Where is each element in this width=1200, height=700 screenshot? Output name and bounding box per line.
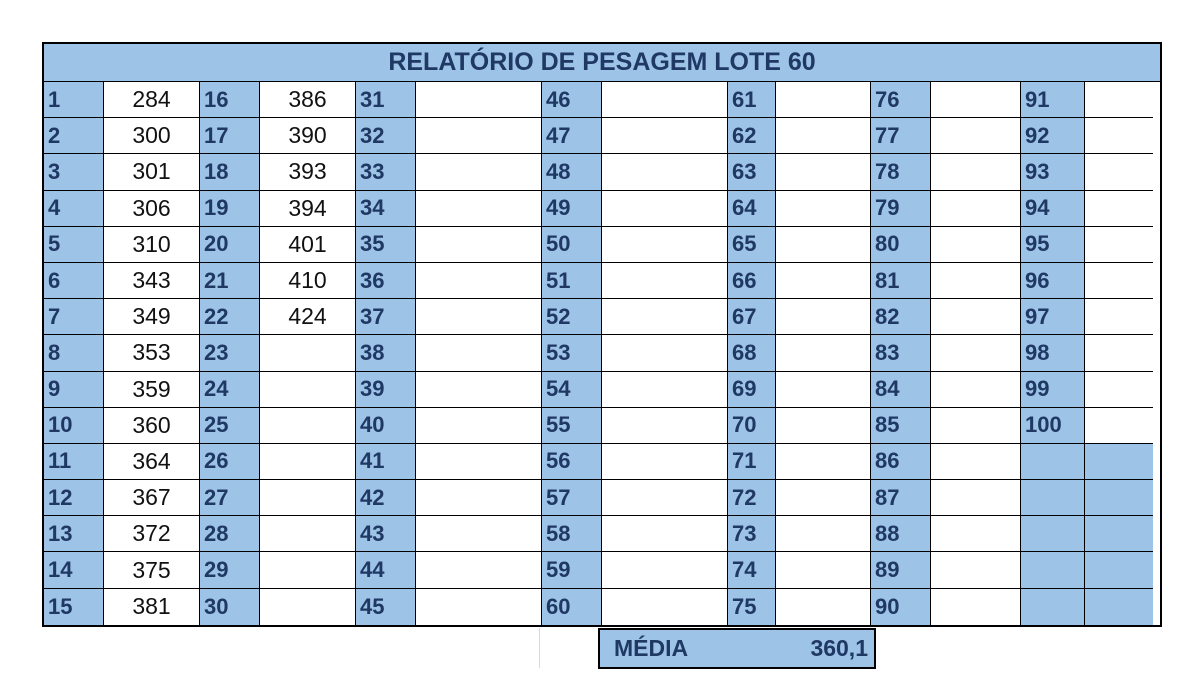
number-column-1 [44,82,104,625]
animal-number-cell: 21 [200,263,260,299]
animal-number-cell: 51 [542,263,602,299]
animal-number-cell: 15 [44,589,104,625]
weight-value-cell [602,589,728,625]
animal-number-cell [1021,480,1085,516]
weight-value-cell [1085,191,1153,227]
weight-value-cell [931,480,1021,516]
weight-value-cell: 386 [260,82,356,118]
animal-number-cell: 79 [871,191,931,227]
weight-value-cell [260,589,356,625]
weight-value-cell [602,480,728,516]
weight-value-cell: 364 [104,444,200,480]
weight-value-cell [931,444,1021,480]
animal-number-cell: 99 [1021,372,1085,408]
weight-value-cell [931,516,1021,552]
animal-number-cell: 67 [728,299,776,335]
animal-number-cell: 66 [728,263,776,299]
weight-value-cell [602,118,728,154]
animal-number-cell: 92 [1021,118,1085,154]
animal-number-cell: 19 [200,191,260,227]
weight-value-cell: 301 [104,154,200,190]
weight-value-cell [602,154,728,190]
average-box [598,628,876,669]
animal-number-cell: 30 [200,589,260,625]
animal-number-cell: 59 [542,552,602,588]
weight-value-cell [260,335,356,371]
weight-value-cell [416,82,542,118]
animal-number-cell: 31 [356,82,416,118]
animal-number-cell: 77 [871,118,931,154]
animal-number-cell: 43 [356,516,416,552]
animal-number-cell [1021,444,1085,480]
weight-value-cell [776,154,871,190]
animal-number-cell [1021,552,1085,588]
weight-value-cell [1085,227,1153,263]
average-label: MÉDIA [614,635,689,661]
animal-number-cell: 29 [200,552,260,588]
report-title: RELATÓRIO DE PESAGEM LOTE 60 [44,44,1160,82]
weight-value-cell [776,372,871,408]
animal-number-cell: 13 [44,516,104,552]
animal-number-cell: 89 [871,552,931,588]
animal-number-cell: 76 [871,82,931,118]
number-column-5 [728,82,776,625]
weight-value-cell [776,335,871,371]
animal-number-cell: 62 [728,118,776,154]
weight-value-cell [931,191,1021,227]
weight-value-cell [416,335,542,371]
weight-value-cell [1085,408,1153,444]
animal-number-cell: 98 [1021,335,1085,371]
animal-number-cell: 90 [871,589,931,625]
weight-value-cell [260,372,356,408]
animal-number-cell: 5 [44,227,104,263]
weight-value-cell [416,118,542,154]
weight-value-cell [602,335,728,371]
weight-value-cell [416,227,542,263]
animal-number-cell: 34 [356,191,416,227]
animal-number-cell: 28 [200,516,260,552]
animal-number-cell: 9 [44,372,104,408]
animal-number-cell: 96 [1021,263,1085,299]
animal-number-cell: 11 [44,444,104,480]
animal-number-cell: 83 [871,335,931,371]
weight-value-cell [931,335,1021,371]
animal-number-cell: 53 [542,335,602,371]
animal-number-cell: 85 [871,408,931,444]
weight-value-cell [416,263,542,299]
weight-value-cell [416,480,542,516]
weight-value-cell: 310 [104,227,200,263]
weight-value-cell: 360 [104,408,200,444]
weight-value-cell [602,227,728,263]
weight-value-cell [931,589,1021,625]
weight-column-6 [931,82,1021,625]
weight-value-cell [260,516,356,552]
weight-value-cell [931,154,1021,190]
weight-value-cell: 393 [260,154,356,190]
weight-value-cell [776,263,871,299]
weight-value-cell: 367 [104,480,200,516]
animal-number-cell: 18 [200,154,260,190]
weight-value-cell [1085,263,1153,299]
weight-value-cell [776,191,871,227]
animal-number-cell: 23 [200,335,260,371]
animal-number-cell: 100 [1021,408,1085,444]
animal-number-cell: 87 [871,480,931,516]
weight-value-cell [416,444,542,480]
weight-value-cell [602,299,728,335]
weight-value-cell [776,227,871,263]
weight-value-cell [602,444,728,480]
weight-value-cell [776,589,871,625]
weight-value-cell [416,589,542,625]
weight-value-cell: 284 [104,82,200,118]
weight-value-cell [776,480,871,516]
weight-value-cell: 381 [104,589,200,625]
animal-number-cell: 94 [1021,191,1085,227]
animal-number-cell: 50 [542,227,602,263]
weight-value-cell [776,552,871,588]
weight-value-cell [931,227,1021,263]
animal-number-cell: 60 [542,589,602,625]
weight-value-cell: 375 [104,552,200,588]
animal-number-cell: 97 [1021,299,1085,335]
animal-number-cell: 44 [356,552,416,588]
animal-number-cell: 68 [728,335,776,371]
weight-value-cell: 394 [260,191,356,227]
weight-value-cell [931,118,1021,154]
animal-number-cell: 52 [542,299,602,335]
animal-number-cell: 37 [356,299,416,335]
animal-number-cell: 61 [728,82,776,118]
animal-number-cell: 22 [200,299,260,335]
animal-number-cell: 58 [542,516,602,552]
animal-number-cell: 57 [542,480,602,516]
weight-value-cell [260,480,356,516]
number-column-2 [200,82,260,625]
weight-value-cell [260,408,356,444]
weight-value-cell [260,552,356,588]
animal-number-cell: 24 [200,372,260,408]
weight-column-4 [602,82,728,625]
animal-number-cell: 63 [728,154,776,190]
weighing-grid [44,82,1160,625]
animal-number-cell: 41 [356,444,416,480]
animal-number-cell: 69 [728,372,776,408]
animal-number-cell: 39 [356,372,416,408]
weight-value-cell [602,516,728,552]
weight-value-cell [1085,589,1153,625]
weight-value-cell: 372 [104,516,200,552]
weight-value-cell [416,516,542,552]
animal-number-cell: 48 [542,154,602,190]
weight-value-cell [931,552,1021,588]
weight-value-cell [602,552,728,588]
animal-number-cell: 64 [728,191,776,227]
weight-value-cell [602,372,728,408]
weight-value-cell [931,82,1021,118]
weight-column-5 [776,82,871,625]
number-column-7 [1021,82,1085,625]
animal-number-cell: 75 [728,589,776,625]
weight-value-cell [416,408,542,444]
weight-value-cell [1085,480,1153,516]
animal-number-cell: 72 [728,480,776,516]
weight-value-cell [1085,335,1153,371]
animal-number-cell: 84 [871,372,931,408]
animal-number-cell: 33 [356,154,416,190]
animal-number-cell: 81 [871,263,931,299]
weight-value-cell [416,191,542,227]
weight-value-cell [1085,552,1153,588]
animal-number-cell: 86 [871,444,931,480]
animal-number-cell: 32 [356,118,416,154]
animal-number-cell: 56 [542,444,602,480]
weight-value-cell [931,263,1021,299]
animal-number-cell: 47 [542,118,602,154]
animal-number-cell: 35 [356,227,416,263]
animal-number-cell: 6 [44,263,104,299]
animal-number-cell: 12 [44,480,104,516]
animal-number-cell: 91 [1021,82,1085,118]
separator-line [539,628,540,668]
animal-number-cell: 88 [871,516,931,552]
weight-value-cell [602,408,728,444]
animal-number-cell: 14 [44,552,104,588]
weight-value-cell: 410 [260,263,356,299]
weight-value-cell [776,299,871,335]
animal-number-cell: 82 [871,299,931,335]
weight-column-7 [1085,82,1153,625]
weight-value-cell [416,372,542,408]
weight-value-cell [776,82,871,118]
weight-value-cell [1085,444,1153,480]
weight-value-cell [776,408,871,444]
animal-number-cell: 73 [728,516,776,552]
weight-value-cell: 401 [260,227,356,263]
animal-number-cell: 71 [728,444,776,480]
weight-column-3 [416,82,542,625]
weight-value-cell: 349 [104,299,200,335]
number-column-6 [871,82,931,625]
weight-value-cell: 390 [260,118,356,154]
weight-value-cell [416,299,542,335]
animal-number-cell: 95 [1021,227,1085,263]
animal-number-cell: 38 [356,335,416,371]
weight-value-cell: 343 [104,263,200,299]
weight-value-cell [1085,372,1153,408]
weight-value-cell [1085,154,1153,190]
animal-number-cell: 42 [356,480,416,516]
animal-number-cell: 46 [542,82,602,118]
animal-number-cell: 8 [44,335,104,371]
weight-value-cell [776,118,871,154]
weight-value-cell [931,408,1021,444]
animal-number-cell: 10 [44,408,104,444]
weight-value-cell: 353 [104,335,200,371]
weight-value-cell [602,82,728,118]
weight-value-cell [602,191,728,227]
weight-value-cell: 359 [104,372,200,408]
weight-value-cell [416,154,542,190]
weight-value-cell: 306 [104,191,200,227]
animal-number-cell: 3 [44,154,104,190]
animal-number-cell: 20 [200,227,260,263]
number-column-4 [542,82,602,625]
weight-value-cell [776,444,871,480]
animal-number-cell [1021,516,1085,552]
animal-number-cell: 27 [200,480,260,516]
weight-value-cell: 424 [260,299,356,335]
animal-number-cell: 16 [200,82,260,118]
weight-value-cell [776,516,871,552]
weight-value-cell [1085,516,1153,552]
weight-value-cell [1085,299,1153,335]
animal-number-cell: 65 [728,227,776,263]
weight-value-cell [931,372,1021,408]
animal-number-cell: 36 [356,263,416,299]
weight-value-cell [1085,118,1153,154]
weight-value-cell [931,299,1021,335]
weight-column-1 [104,82,200,625]
weight-value-cell [1085,82,1153,118]
animal-number-cell: 93 [1021,154,1085,190]
weight-column-2 [260,82,356,625]
weight-value-cell [416,552,542,588]
weight-value-cell [260,444,356,480]
animal-number-cell: 45 [356,589,416,625]
animal-number-cell: 80 [871,227,931,263]
animal-number-cell: 2 [44,118,104,154]
animal-number-cell: 1 [44,82,104,118]
animal-number-cell: 7 [44,299,104,335]
animal-number-cell: 70 [728,408,776,444]
average-value: 360,1 [810,635,868,661]
weighing-report-sheet [42,42,1162,627]
animal-number-cell: 55 [542,408,602,444]
animal-number-cell: 25 [200,408,260,444]
animal-number-cell: 4 [44,191,104,227]
animal-number-cell: 74 [728,552,776,588]
animal-number-cell: 17 [200,118,260,154]
animal-number-cell: 54 [542,372,602,408]
animal-number-cell: 40 [356,408,416,444]
number-column-3 [356,82,416,625]
weight-value-cell [602,263,728,299]
animal-number-cell: 49 [542,191,602,227]
animal-number-cell: 78 [871,154,931,190]
animal-number-cell: 26 [200,444,260,480]
weight-value-cell: 300 [104,118,200,154]
animal-number-cell [1021,589,1085,625]
